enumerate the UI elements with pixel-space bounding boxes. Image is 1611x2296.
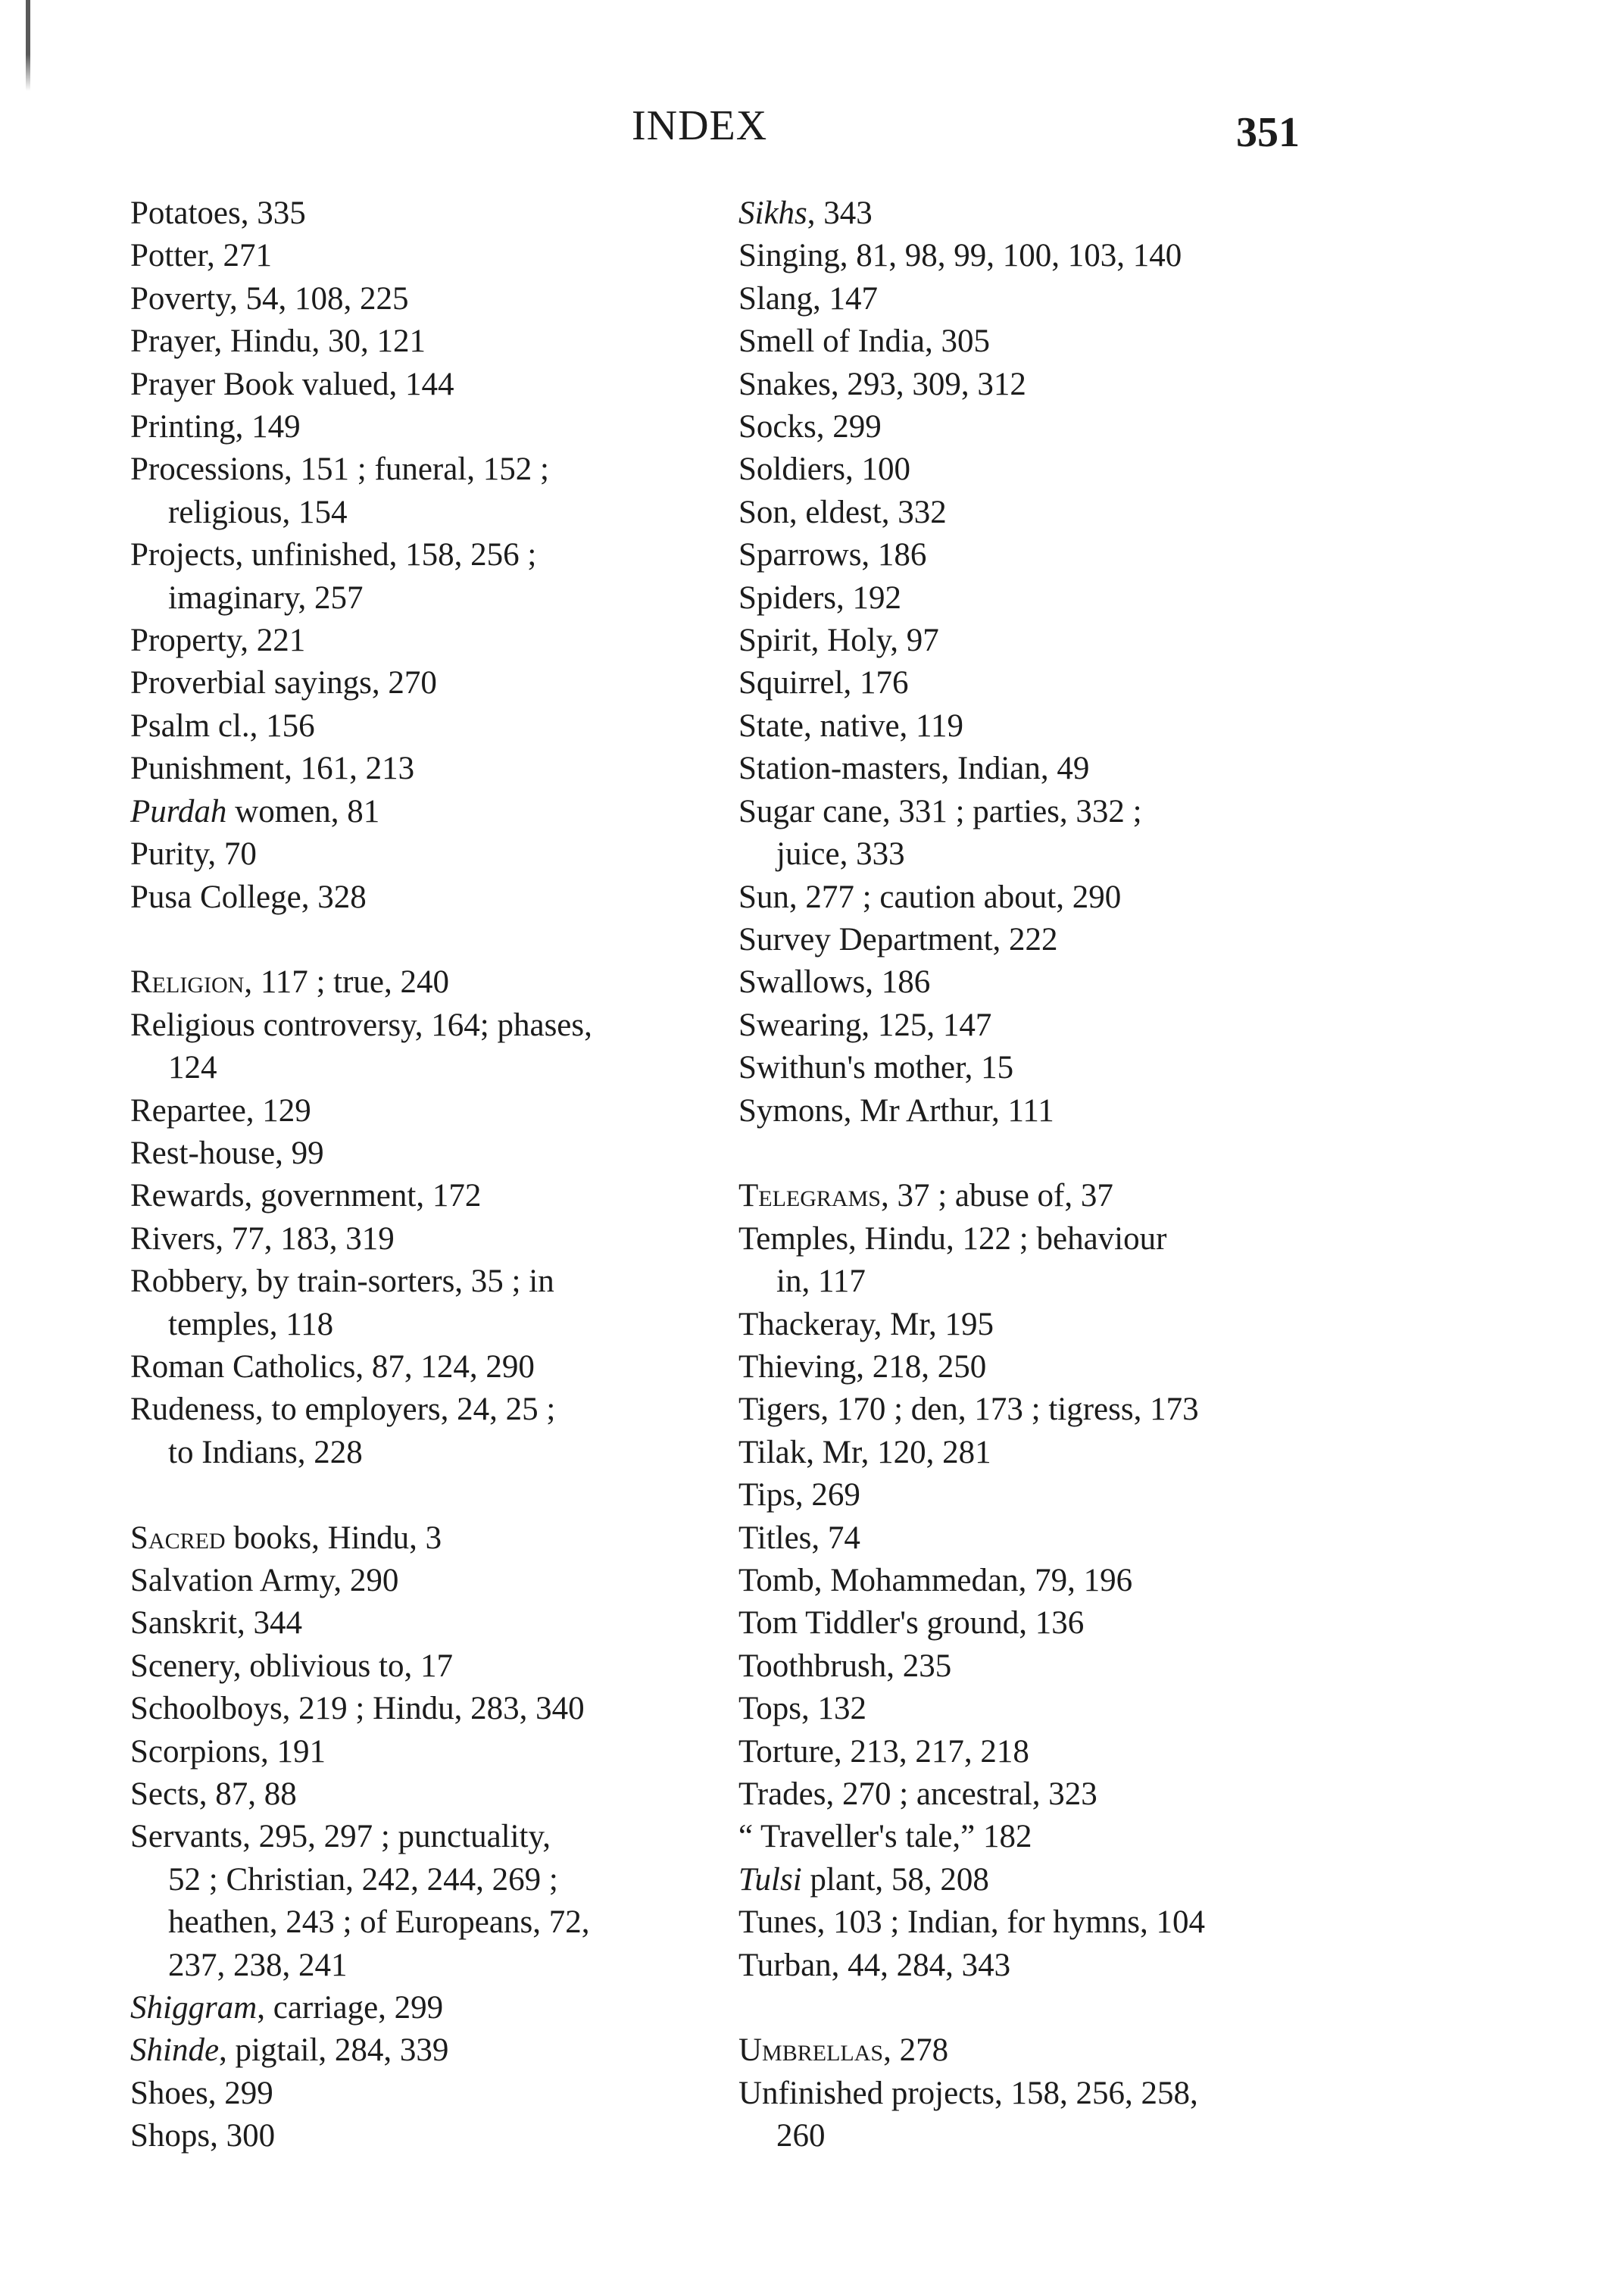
index-entry <box>738 1004 1303 1047</box>
entry-text: Tigers, 170 ; den, 173 ; tigress, 173 <box>738 1392 1199 1428</box>
entry-heading-smallcaps: Religion <box>130 964 245 1001</box>
index-entry <box>738 1175 1303 1217</box>
section-gap <box>738 1132 1303 1175</box>
entry-text: Schoolboys, 219 ; Hindu, 283, 340 <box>130 1691 585 1727</box>
index-entry <box>738 1090 1303 1132</box>
entry-text: Sparrows, 186 <box>738 537 927 573</box>
index-entry <box>738 1773 1303 1816</box>
index-entry <box>130 748 695 790</box>
entry-text: Spirit, Holy, 97 <box>738 623 939 659</box>
entry-text: Rest-house, 99 <box>130 1135 324 1171</box>
entry-text: Scenery, oblivious to, 17 <box>130 1648 453 1684</box>
index-entry <box>738 2029 1303 2072</box>
entry-term-italic: Shiggram <box>130 1990 258 2026</box>
entry-text: Swallows, 186 <box>738 964 931 1001</box>
entry-heading-smallcaps: Telegrams <box>738 1178 881 1214</box>
entry-text: Squirrel, 176 <box>738 665 909 701</box>
index-entry <box>130 1731 695 1773</box>
index-entry <box>738 1816 1303 1858</box>
entry-text: Smell of India, 305 <box>738 323 991 360</box>
entry-continuation: 124 <box>168 1050 217 1086</box>
entry-text: Shops, 300 <box>130 2118 276 2154</box>
entry-text: Thieving, 218, 250 <box>738 1348 987 1385</box>
index-entry <box>738 1688 1303 1730</box>
entry-text: Titles, 74 <box>738 1520 860 1556</box>
index-entry <box>738 919 1303 961</box>
entry-text: Socks, 299 <box>738 409 882 445</box>
index-entry <box>130 1389 695 1474</box>
entry-text: Singing, 81, 98, 99, 100, 103, 140 <box>738 238 1182 274</box>
index-entry <box>738 406 1303 448</box>
entry-text: Torture, 213, 217, 218 <box>738 1733 1029 1770</box>
entry-text: Son, eldest, 332 <box>738 494 947 530</box>
entry-continuation: juice, 333 <box>776 836 905 873</box>
index-entry <box>130 320 695 363</box>
entry-text: “ Traveller's tale,” 182 <box>738 1819 1032 1855</box>
entry-text: , 278 <box>883 2032 949 2069</box>
entry-text: Thackeray, Mr, 195 <box>738 1306 994 1342</box>
entry-text: Repartee, 129 <box>130 1092 311 1129</box>
index-entry <box>130 833 695 876</box>
entry-text: Tops, 132 <box>738 1691 866 1727</box>
index-entry <box>738 961 1303 1004</box>
entry-text: , 117 ; true, 240 <box>244 964 450 1001</box>
entry-text: Projects, unfinished, 158, 256 ; <box>130 537 537 573</box>
entry-text: Unfinished projects, 158, 256, 258, <box>738 2075 1198 2111</box>
index-entry <box>130 961 695 1004</box>
entry-continuation: 237, 238, 241 <box>168 1947 348 1983</box>
section-gap <box>738 1987 1303 2029</box>
entry-text: Swithun's mother, 15 <box>738 1050 1014 1086</box>
index-entry <box>738 705 1303 748</box>
entry-text: Sun, 277 ; caution about, 290 <box>738 879 1122 915</box>
index-entry <box>738 320 1303 363</box>
index-entry <box>130 1688 695 1730</box>
page-title: INDEX <box>632 102 768 149</box>
index-entry <box>738 534 1303 576</box>
entry-text: Punishment, 161, 213 <box>130 751 415 787</box>
entry-text: Tomb, Mohammedan, 79, 196 <box>738 1562 1133 1598</box>
entry-text: Sects, 87, 88 <box>130 1776 297 1812</box>
index-entry <box>130 534 695 620</box>
entry-text: Rudeness, to employers, 24, 25 ; <box>130 1392 556 1428</box>
index-entry <box>738 1218 1303 1304</box>
index-entry <box>130 1560 695 1602</box>
entry-text: , pigtail, 284, 339 <box>219 2032 449 2069</box>
index-entry <box>738 662 1303 704</box>
entry-text: Rewards, government, 172 <box>130 1178 482 1214</box>
entry-continuation: to Indians, 228 <box>168 1434 363 1470</box>
entry-text: Survey Department, 222 <box>738 921 1058 957</box>
entry-text: Religious controversy, 164; phases, <box>130 1007 592 1043</box>
index-entry <box>130 1132 695 1175</box>
index-entry <box>130 1175 695 1217</box>
entry-text: Property, 221 <box>130 623 306 659</box>
index-entry <box>738 278 1303 320</box>
page-number: 351 <box>1236 109 1300 156</box>
index-entry <box>738 791 1303 876</box>
entry-text: State, native, 119 <box>738 708 963 744</box>
index-entry <box>738 1901 1303 1944</box>
entry-continuation: heathen, 243 ; of Europeans, 72, <box>168 1904 590 1941</box>
entry-text: Purity, 70 <box>130 836 257 873</box>
index-entry <box>738 1731 1303 1773</box>
index-entry <box>130 705 695 748</box>
entry-text: Tunes, 103 ; Indian, for hymns, 104 <box>738 1904 1205 1941</box>
index-entry <box>130 1773 695 1816</box>
index-entry <box>738 1645 1303 1688</box>
index-column-left <box>130 192 695 2158</box>
entry-term-italic: Tulsi <box>738 1861 802 1898</box>
entry-text: Potatoes, 335 <box>130 195 306 231</box>
index-entry <box>130 2073 695 2115</box>
index-entry <box>738 1047 1303 1089</box>
entry-text: Trades, 270 ; ancestral, 323 <box>738 1776 1097 1813</box>
entry-text: Symons, Mr Arthur, 111 <box>738 1092 1054 1129</box>
entry-text: Processions, 151 ; funeral, 152 ; <box>130 451 549 488</box>
index-entry <box>130 2115 695 2157</box>
index-entry <box>738 235 1303 277</box>
index-entry <box>130 192 695 235</box>
index-entry <box>738 1945 1303 1987</box>
entry-continuation: religious, 154 <box>168 494 348 530</box>
entry-text: Scorpions, 191 <box>130 1733 326 1770</box>
entry-text: Prayer Book valued, 144 <box>130 366 454 402</box>
index-entry <box>738 620 1303 662</box>
index-entry <box>130 278 695 320</box>
index-entry <box>130 364 695 406</box>
entry-continuation: 260 <box>776 2118 826 2154</box>
index-entry <box>738 1474 1303 1517</box>
entry-continuation: in, 117 <box>776 1264 866 1300</box>
index-entry <box>738 448 1303 491</box>
index-entry <box>738 1517 1303 1560</box>
index-entry <box>738 1346 1303 1389</box>
entry-text: Robbery, by train-sorters, 35 ; in <box>130 1264 554 1300</box>
entry-text: Slang, 147 <box>738 280 878 317</box>
entry-text: Proverbial sayings, 270 <box>130 665 437 701</box>
entry-text: women, 81 <box>226 793 380 829</box>
entry-text: Spiders, 192 <box>738 579 901 616</box>
entry-text: Printing, 149 <box>130 409 301 445</box>
index-entry <box>130 1602 695 1645</box>
entry-text: Tom Tiddler's ground, 136 <box>738 1605 1085 1642</box>
index-entry <box>130 1090 695 1132</box>
index-entry <box>130 1987 695 2029</box>
entry-text: Prayer, Hindu, 30, 121 <box>130 323 426 360</box>
index-entry <box>738 1859 1303 1901</box>
index-entry <box>130 1218 695 1260</box>
entry-text: Turban, 44, 284, 343 <box>738 1947 1011 1983</box>
entry-text: Tilak, Mr, 120, 281 <box>738 1434 991 1470</box>
index-entry <box>738 1304 1303 1346</box>
index-entry <box>130 406 695 448</box>
entry-text: books, Hindu, 3 <box>225 1520 442 1556</box>
entry-text: Psalm cl., 156 <box>130 708 315 744</box>
entry-text: Servants, 295, 297 ; punctuality, <box>130 1819 551 1855</box>
entry-text: , 37 ; abuse of, 37 <box>880 1178 1113 1214</box>
entry-text: plant, 58, 208 <box>801 1861 989 1898</box>
entry-text: Tips, 269 <box>738 1477 860 1513</box>
entry-term-italic: Purdah <box>130 793 227 829</box>
index-entry <box>738 1389 1303 1431</box>
entry-continuation: temples, 118 <box>168 1306 334 1342</box>
index-entry <box>130 791 695 833</box>
index-entry <box>130 235 695 277</box>
index-entry <box>130 2029 695 2072</box>
index-entry <box>130 1260 695 1346</box>
index-entry <box>738 748 1303 790</box>
entry-text: Soldiers, 100 <box>738 451 910 488</box>
index-entry <box>130 662 695 704</box>
entry-text: Pusa College, 328 <box>130 879 367 915</box>
index-entry <box>738 364 1303 406</box>
entry-text: Temples, Hindu, 122 ; behaviour <box>738 1220 1167 1257</box>
page-edge-mark <box>26 0 30 91</box>
index-entry <box>130 1517 695 1560</box>
entry-text: Sugar cane, 331 ; parties, 332 ; <box>738 793 1142 829</box>
entry-text: Station-masters, Indian, 49 <box>738 751 1090 787</box>
entry-text: Shoes, 299 <box>130 2075 273 2111</box>
index-entry <box>738 2073 1303 2158</box>
index-entry <box>130 1816 695 1987</box>
index-entry <box>130 620 695 662</box>
entry-text: Roman Catholics, 87, 124, 290 <box>130 1348 535 1385</box>
entry-text: Potter, 271 <box>130 238 272 274</box>
entry-text: Sanskrit, 344 <box>130 1605 302 1642</box>
entry-text: , 343 <box>807 195 873 231</box>
entry-text: Rivers, 77, 183, 319 <box>130 1220 395 1257</box>
index-column-right <box>738 192 1303 2158</box>
entry-text: Salvation Army, 290 <box>130 1562 399 1598</box>
entry-text: Swearing, 125, 147 <box>738 1007 992 1043</box>
entry-continuation: imaginary, 257 <box>168 579 364 616</box>
section-gap <box>130 1474 695 1517</box>
index-entry <box>738 876 1303 919</box>
entry-term-italic: Sikhs <box>738 195 807 231</box>
index-entry <box>130 1004 695 1090</box>
index-entry <box>738 1560 1303 1602</box>
index-entry <box>130 448 695 534</box>
index-entry <box>130 1346 695 1389</box>
index-entry <box>130 1645 695 1688</box>
entry-continuation: 52 ; Christian, 242, 244, 269 ; <box>168 1861 558 1898</box>
section-gap <box>130 919 695 961</box>
entry-heading-smallcaps: Sacred <box>130 1520 226 1556</box>
index-entry <box>738 1432 1303 1474</box>
entry-text: Poverty, 54, 108, 225 <box>130 280 409 317</box>
entry-text: , carriage, 299 <box>257 1990 444 2026</box>
entry-heading-smallcaps: Umbrellas <box>738 2032 884 2069</box>
index-entry <box>130 876 695 919</box>
index-entry <box>738 1602 1303 1645</box>
index-entry <box>738 492 1303 534</box>
entry-text: Toothbrush, 235 <box>738 1648 952 1684</box>
index-entry <box>738 577 1303 620</box>
index-entry <box>738 192 1303 235</box>
entry-term-italic: Shinde <box>130 2032 220 2069</box>
entry-text: Snakes, 293, 309, 312 <box>738 366 1026 402</box>
